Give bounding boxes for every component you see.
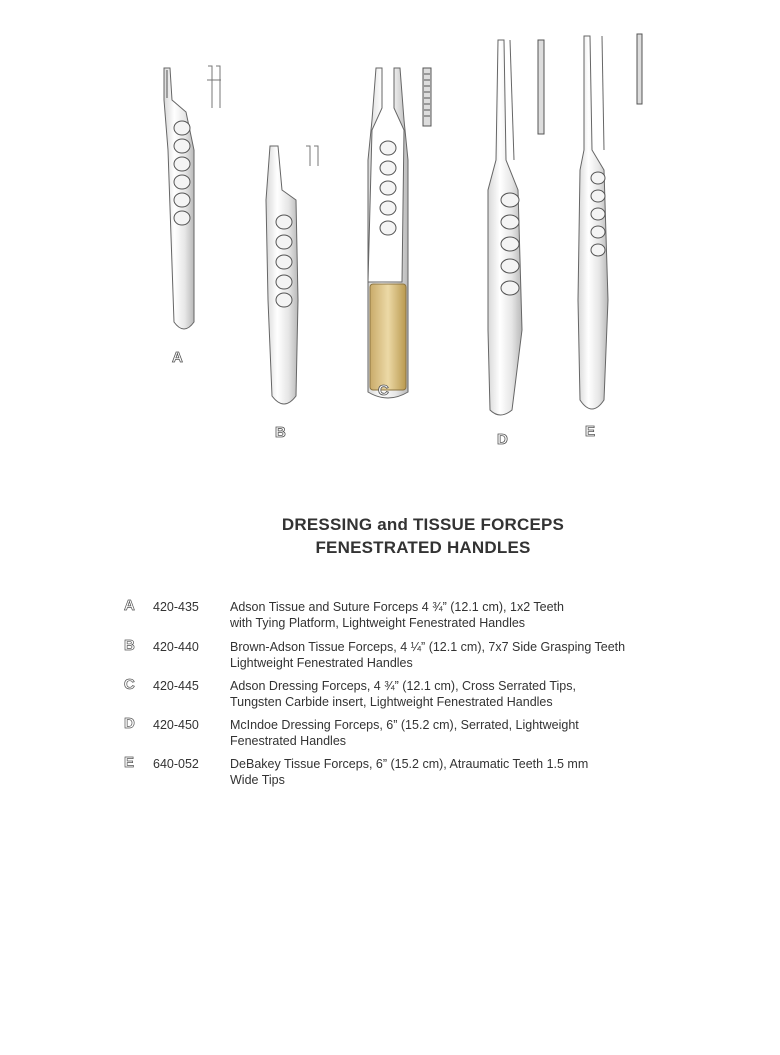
page-title-line-1: DRESSING and TISSUE FORCEPS [281,515,565,534]
item-description-line-1: DeBakey Tissue Forceps, 6” (15.2 cm), Atraumatic Teeth 1.5 mm [230,757,589,771]
item-description [230,717,670,749]
forceps-a-drawing [164,66,221,329]
item-letter: B [124,637,135,654]
item-code: 420-440 [153,640,199,654]
figure-label-c: C [378,382,389,399]
item-description-line-2: with Tying Platform, Lightweight Fenestrated Handles [230,616,526,630]
forceps-illustration [0,0,780,470]
item-letter: A [124,597,135,614]
item-description [230,678,670,710]
item-description-line-2: Lightweight Fenestrated Handles [230,656,413,670]
item-description [230,756,670,788]
forceps-c-drawing [368,68,431,398]
item-code: 420-450 [153,718,199,732]
figure-label-b: B [275,424,286,441]
item-letter: E [124,754,135,771]
forceps-e-drawing [578,34,642,409]
figure-label-a: A [172,349,183,366]
item-description-line-1: McIndoe Dressing Forceps, 6” (15.2 cm), Serrated, Lightweight [230,718,579,732]
item-code: 420-445 [153,679,199,693]
item-letter: D [124,715,135,732]
item-description [230,599,670,631]
item-description-line-1: Adson Dressing Forceps, 4 ¾” (12.1 cm), Cross Serrated Tips, [230,679,576,693]
item-description-line-1: Adson Tissue and Suture Forceps 4 ¾” (12.1 cm), 1x2 Teeth [230,600,564,614]
item-letter: C [124,676,135,693]
item-description-line-1: Brown-Adson Tissue Forceps, 4 ¼” (12.1 cm), 7x7 Side Grasping Teeth [230,640,626,654]
figure-label-d: D [497,431,508,448]
forceps-b-drawing [266,146,318,404]
figure-label-e: E [585,423,596,440]
forceps-d-drawing [488,40,544,415]
item-description [230,639,670,671]
item-code: 640-052 [153,757,199,771]
page-title-line-2: FENESTRATED HANDLES [315,538,531,557]
item-description-line-2: Tungsten Carbide insert, Lightweight Fenestrated Handles [230,695,553,709]
item-description-line-2: Wide Tips [230,773,285,787]
item-code: 420-435 [153,600,199,614]
item-description-line-2: Fenestrated Handles [230,734,347,748]
